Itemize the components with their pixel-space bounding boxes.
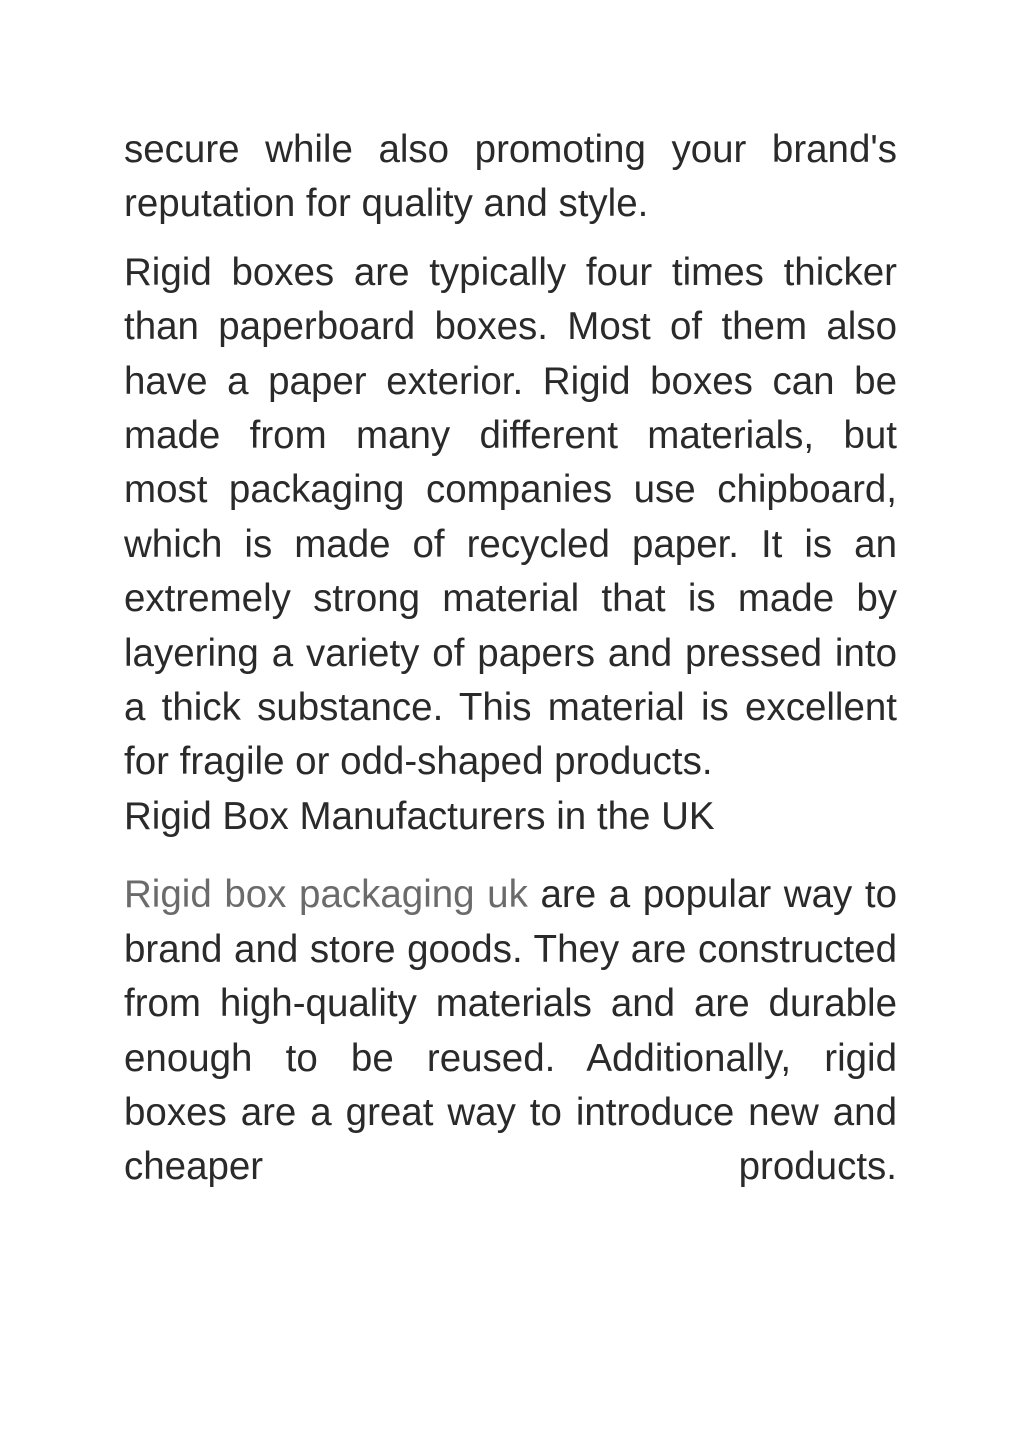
paragraph-packaging-text: are a popular way to brand and store goods. They are constructed from high-quality materials and are durable enough to be reused. Additionally, rigid boxes are a great way to introduce new and cheaper products.: [124, 873, 897, 1189]
paragraph-packaging: [124, 868, 897, 1194]
paragraph-intro: secure while also promoting your brand's reputation for quality and style.: [124, 128, 897, 226]
section-heading: Rigid Box Manufacturers in the UK: [124, 794, 715, 838]
paragraph-rigid-boxes: Rigid boxes are typically four times thicker than paperboard boxes. Most of them also have a paper exterior. Rigid boxes can be made from many different materials, but most packaging companies use chipboard, which is made of recycled paper. It is an extremely strong material that is made by layering a variety of papers and pressed into a thick substance. This material is excellent for fragile or odd-shaped products.: [124, 250, 897, 784]
document-page: [124, 123, 897, 1195]
rigid-box-packaging-link[interactable]: Rigid box packaging uk: [124, 873, 528, 917]
